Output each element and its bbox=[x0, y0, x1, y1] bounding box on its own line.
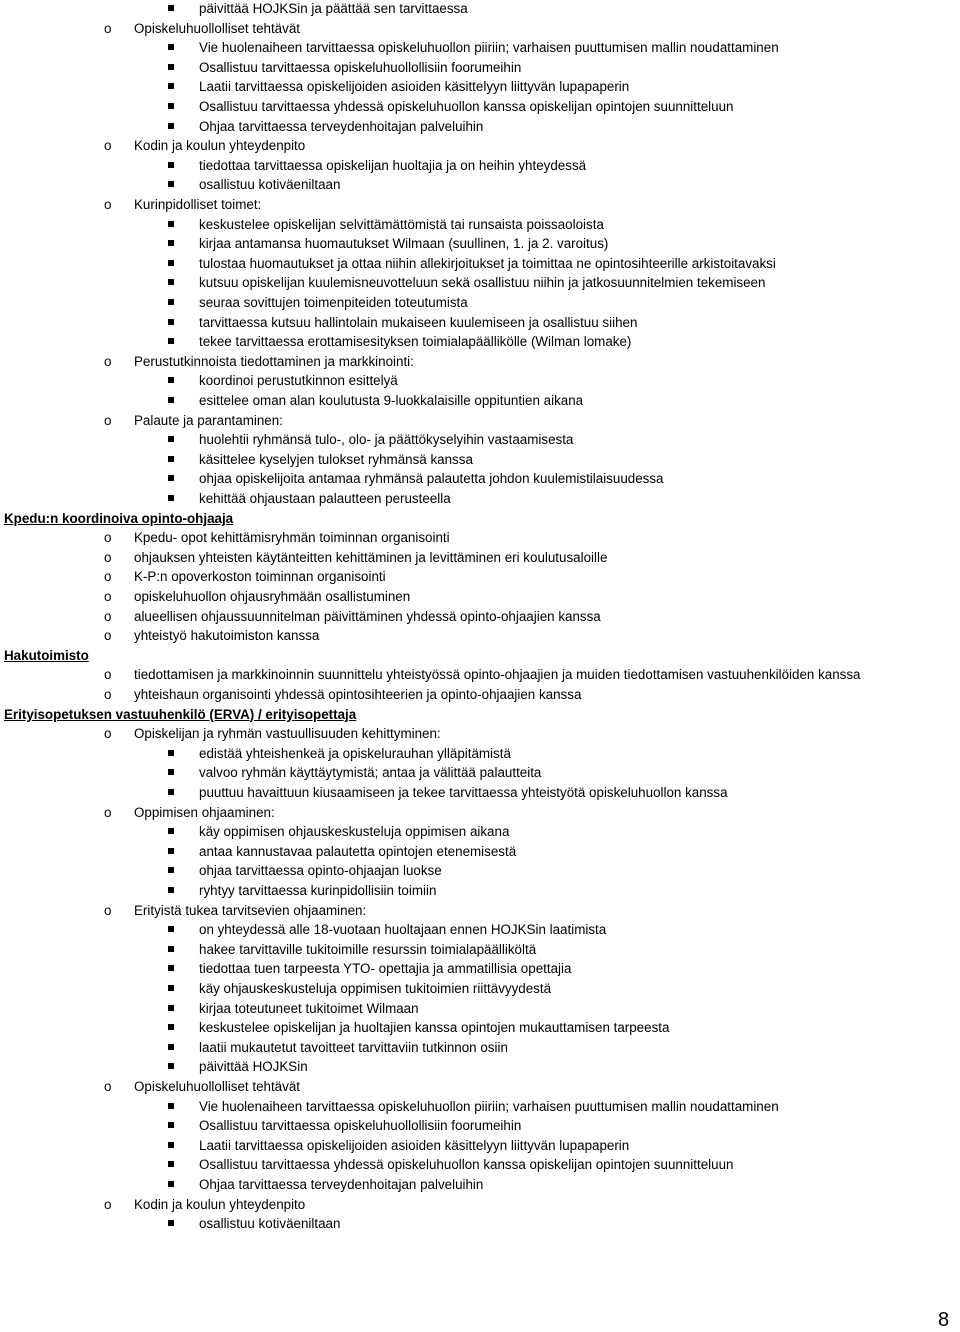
item-text: yhteistyö hakutoimiston kanssa bbox=[134, 628, 320, 644]
sub-list-item bbox=[168, 99, 733, 115]
square-bullet-icon bbox=[168, 315, 199, 331]
item-text: kirjaa toteutuneet tukitoimet Wilmaan bbox=[199, 1000, 419, 1016]
circle-bullet-icon: o bbox=[104, 902, 112, 918]
item-text: opiskeluhuollon ohjausryhmään osallistuminen bbox=[134, 589, 411, 604]
sub-list-item bbox=[168, 295, 468, 311]
circle-bullet-icon: o bbox=[104, 20, 112, 36]
square-bullet-icon bbox=[168, 373, 199, 389]
square-bullet-icon bbox=[168, 1059, 199, 1075]
sub-list-item bbox=[168, 60, 521, 76]
sub-list-item bbox=[168, 452, 473, 468]
square-bullet-icon bbox=[168, 295, 199, 311]
sub-list-item bbox=[168, 491, 451, 507]
section-heading: Hakutoimisto bbox=[4, 647, 89, 663]
item-text: Laatii tarvittaessa opiskelijoiden asioiden käsittelyyn liittyvän lupapaperin bbox=[199, 79, 630, 95]
sub-list-item bbox=[168, 256, 776, 272]
sub-list-item bbox=[168, 1059, 308, 1075]
list-item bbox=[104, 197, 261, 213]
square-bullet-icon bbox=[168, 471, 199, 487]
square-bullet-icon bbox=[168, 60, 199, 76]
square-bullet-icon bbox=[168, 883, 199, 899]
sub-list-item bbox=[168, 1, 468, 17]
item-text: koordinoi perustutkinnon esittelyä bbox=[199, 373, 398, 389]
square-bullet-icon bbox=[168, 119, 199, 135]
item-text: käy ohjauskeskusteluja oppimisen tukitoimien riittävyydestä bbox=[199, 981, 552, 996]
item-text: keskustelee opiskelijan ja huoltajien kanssa opintojen mukauttamisen tarpeesta bbox=[199, 1020, 670, 1036]
square-bullet-icon bbox=[168, 177, 199, 193]
square-bullet-icon bbox=[168, 432, 199, 448]
item-text: Erityistä tukea tarvitsevien ohjaaminen: bbox=[134, 902, 367, 918]
sub-list-item bbox=[168, 158, 586, 174]
square-bullet-icon bbox=[168, 491, 199, 507]
item-text: Ohjaa tarvittaessa terveydenhoitajan palveluihin bbox=[199, 118, 484, 134]
item-text: Kodin ja koulun yhteydenpito bbox=[134, 138, 306, 154]
item-text: tekee tarvittaessa erottamisesityksen toimialapäällikölle (Wilman lomake) bbox=[199, 334, 632, 350]
item-text: on yhteydessä alle 18-vuotaan huoltajaan ennen HOJKSin laatimista bbox=[199, 922, 607, 938]
square-bullet-icon bbox=[168, 746, 199, 762]
list-item bbox=[104, 138, 305, 154]
item-text: Osallistuu tarvittaessa opiskeluhuollollisiin foorumeihin bbox=[199, 59, 522, 75]
page-number: 8 bbox=[938, 1309, 950, 1331]
sub-list-item bbox=[168, 824, 509, 840]
list-item bbox=[104, 687, 581, 703]
sub-list-item bbox=[168, 315, 637, 331]
item-text: tiedottamisen ja markkinoinnin suunnittelu yhteistyössä opinto-ohjaajien ja muiden tiedottamisen vastuuhenkilöiden kanssa bbox=[134, 667, 861, 683]
square-bullet-icon bbox=[168, 824, 199, 840]
item-text: keskustelee opiskelijan selvittämättömistä tai runsaista poissaoloista bbox=[199, 216, 604, 232]
sub-list-item bbox=[168, 746, 511, 762]
square-bullet-icon bbox=[168, 1099, 199, 1115]
square-bullet-icon bbox=[168, 79, 199, 95]
sub-list-item bbox=[168, 1118, 521, 1134]
circle-bullet-icon: o bbox=[104, 197, 112, 212]
square-bullet-icon bbox=[168, 40, 199, 56]
circle-bullet-icon: o bbox=[104, 549, 112, 565]
list-item bbox=[104, 609, 601, 625]
sub-list-item bbox=[168, 981, 551, 997]
sub-list-item bbox=[168, 393, 583, 409]
square-bullet-icon bbox=[168, 158, 199, 174]
item-text: käy oppimisen ohjauskeskusteluja oppimisen aikana bbox=[199, 824, 510, 840]
item-text: yhteishaun organisointi yhdessä opintosihteerien ja opinto-ohjaajien kanssa bbox=[134, 687, 582, 702]
item-text: esittelee oman alan koulutusta 9-luokkalaisille oppituntien aikana bbox=[199, 393, 584, 408]
sub-list-item bbox=[168, 844, 516, 860]
item-text: osallistuu kotiväeniltaan bbox=[199, 177, 341, 193]
item-text: Laatii tarvittaessa opiskelijoiden asioiden käsittelyyn liittyvän lupapaperin bbox=[199, 1137, 630, 1153]
item-text: puuttuu havaittuun kiusaamiseen ja tekee tarvittaessa yhteistyötä opiskeluhuollon kanssa bbox=[199, 785, 728, 800]
item-text: K-P:n opoverkoston toiminnan organisointi bbox=[134, 569, 386, 585]
square-bullet-icon bbox=[168, 1001, 199, 1017]
item-text: hakee tarvittaville tukitoimille resurssin toimialapäälliköltä bbox=[199, 941, 537, 957]
sub-list-item bbox=[168, 785, 728, 801]
sub-list-item bbox=[168, 883, 436, 899]
square-bullet-icon bbox=[168, 256, 199, 272]
item-text: Perustutkinnoista tiedottaminen ja markkinointi: bbox=[134, 353, 414, 369]
list-item bbox=[104, 354, 414, 370]
section-heading: Erityisopetuksen vastuuhenkilö (ERVA) / erityisopettaja bbox=[4, 706, 357, 722]
square-bullet-icon bbox=[168, 452, 199, 468]
square-bullet-icon bbox=[168, 1157, 199, 1173]
item-text: Osallistuu tarvittaessa opiskeluhuollollisiin foorumeihin bbox=[199, 1118, 522, 1134]
square-bullet-icon bbox=[168, 1177, 199, 1193]
item-text: Osallistuu tarvittaessa yhdessä opiskeluhuollon kanssa opiskelijan opintojen suunnitteluun bbox=[199, 99, 734, 114]
sub-list-item bbox=[168, 177, 340, 193]
item-text: valvoo ryhmän käyttäytymistä; antaa ja välittää palautteita bbox=[199, 765, 542, 781]
item-text: Kodin ja koulun yhteydenpito bbox=[134, 1196, 306, 1212]
square-bullet-icon bbox=[168, 334, 199, 350]
square-bullet-icon bbox=[168, 981, 199, 997]
square-bullet-icon bbox=[168, 1138, 199, 1154]
square-bullet-icon bbox=[168, 1, 199, 17]
item-text: tulostaa huomautukset ja ottaa niihin allekirjoitukset ja toimittaa ne opintosihteerille arkistoitavaksi bbox=[199, 255, 776, 271]
list-item bbox=[104, 1079, 300, 1095]
list-item bbox=[104, 589, 410, 605]
item-text: Opiskeluhuollolliset tehtävät bbox=[134, 1079, 300, 1094]
item-text: ohjauksen yhteisten käytänteitten kehittäminen ja levittäminen eri koulutusaloille bbox=[134, 549, 608, 565]
item-text: edistää yhteishenkeä ja opiskelurauhan ylläpitämistä bbox=[199, 745, 511, 761]
item-text: Oppimisen ohjaaminen: bbox=[134, 804, 275, 820]
sub-list-item bbox=[168, 1040, 508, 1056]
circle-bullet-icon: o bbox=[104, 1196, 112, 1212]
item-text: käsittelee kyselyjen tulokset ryhmänsä kanssa bbox=[199, 451, 473, 467]
sub-list-item bbox=[168, 1001, 419, 1017]
circle-bullet-icon: o bbox=[104, 804, 112, 820]
square-bullet-icon bbox=[168, 1216, 199, 1232]
circle-bullet-icon: o bbox=[104, 138, 112, 154]
item-text: alueellisen ohjaussuunnitelman päivittäminen yhdessä opinto-ohjaajien kanssa bbox=[134, 608, 601, 624]
sub-list-item bbox=[168, 432, 573, 448]
square-bullet-icon bbox=[168, 922, 199, 938]
item-text: kehittää ohjaustaan palautteen perusteella bbox=[199, 491, 451, 506]
item-text: tiedottaa tuen tarpeesta YTO- opettajia ja ammatillisia opettajia bbox=[199, 961, 572, 977]
sub-list-item bbox=[168, 1157, 733, 1173]
list-item bbox=[104, 1197, 305, 1213]
item-text: laatii mukautetut tavoitteet tarvittaviin tutkinnon osiin bbox=[199, 1039, 508, 1055]
sub-list-item bbox=[168, 275, 765, 291]
square-bullet-icon bbox=[168, 1118, 199, 1134]
list-item bbox=[104, 569, 386, 585]
list-item bbox=[104, 413, 283, 429]
sub-list-item bbox=[168, 471, 664, 487]
sub-list-item bbox=[168, 236, 608, 252]
sub-list-item bbox=[168, 942, 536, 958]
sub-list-item bbox=[168, 863, 442, 879]
circle-bullet-icon: o bbox=[104, 667, 112, 683]
sub-list-item bbox=[168, 1177, 483, 1193]
sub-list-item bbox=[168, 217, 604, 233]
circle-bullet-icon: o bbox=[104, 589, 112, 604]
item-text: kutsuu opiskelijan kuulemisneuvotteluun sekä osallistuu niihin ja jatkosuunnitelmien tekemiseen bbox=[199, 275, 766, 291]
circle-bullet-icon: o bbox=[104, 726, 112, 742]
item-text: Opiskeluhuollolliset tehtävät bbox=[134, 20, 300, 36]
list-item bbox=[104, 726, 441, 742]
item-text: Vie huolenaiheen tarvittaessa opiskeluhuollon piiriin; varhaisen puuttumisen mallin noudattaminen bbox=[199, 40, 779, 56]
item-text: päivittää HOJKSin bbox=[199, 1059, 308, 1075]
list-item bbox=[104, 530, 450, 546]
item-text: kirjaa antamansa huomautukset Wilmaan (suullinen, 1. ja 2. varoitus) bbox=[199, 236, 609, 252]
sub-list-item bbox=[168, 961, 571, 977]
item-text: Osallistuu tarvittaessa yhdessä opiskeluhuollon kanssa opiskelijan opintojen suunnitteluun bbox=[199, 1157, 734, 1173]
item-text: Palaute ja parantaminen: bbox=[134, 412, 283, 428]
sub-list-item bbox=[168, 40, 779, 56]
sub-list-item bbox=[168, 1020, 669, 1036]
circle-bullet-icon: o bbox=[104, 412, 112, 428]
item-text: seuraa sovittujen toimenpiteiden toteutumista bbox=[199, 295, 468, 310]
sub-list-item bbox=[168, 119, 483, 135]
square-bullet-icon bbox=[168, 236, 199, 252]
item-text: Kurinpidolliset toimet: bbox=[134, 197, 262, 212]
circle-bullet-icon: o bbox=[104, 608, 112, 624]
item-text: Vie huolenaiheen tarvittaessa opiskeluhuollon piiriin; varhaisen puuttumisen mallin noudattaminen bbox=[199, 1098, 779, 1114]
list-item bbox=[104, 628, 319, 644]
square-bullet-icon bbox=[168, 844, 199, 860]
list-item bbox=[104, 550, 607, 566]
square-bullet-icon bbox=[168, 217, 199, 233]
item-text: Ohjaa tarvittaessa terveydenhoitajan palveluihin bbox=[199, 1177, 484, 1192]
item-text: Opiskelijan ja ryhmän vastuullisuuden kehittyminen: bbox=[134, 726, 441, 742]
item-text: huolehtii ryhmänsä tulo-, olo- ja päättökyselyihin vastaamisesta bbox=[199, 432, 574, 448]
square-bullet-icon bbox=[168, 863, 199, 879]
section-heading: Kpedu:n koordinoiva opinto-ohjaaja bbox=[4, 510, 234, 526]
sub-list-item bbox=[168, 79, 629, 95]
square-bullet-icon bbox=[168, 275, 199, 291]
list-item bbox=[104, 21, 300, 37]
list-item bbox=[104, 903, 366, 919]
list-item bbox=[104, 805, 275, 821]
sub-list-item bbox=[168, 373, 398, 389]
circle-bullet-icon: o bbox=[104, 1079, 112, 1094]
list-item bbox=[104, 667, 861, 683]
square-bullet-icon bbox=[168, 99, 199, 115]
circle-bullet-icon: o bbox=[104, 687, 112, 702]
item-text: ryhtyy tarvittaessa kurinpidollisiin toimiin bbox=[199, 883, 437, 898]
item-text: osallistuu kotiväeniltaan bbox=[199, 1216, 341, 1232]
circle-bullet-icon: o bbox=[104, 530, 112, 546]
square-bullet-icon bbox=[168, 785, 199, 801]
item-text: tiedottaa tarvittaessa opiskelijan huoltajia ja on heihin yhteydessä bbox=[199, 157, 587, 173]
sub-list-item bbox=[168, 1216, 340, 1232]
circle-bullet-icon: o bbox=[104, 569, 112, 585]
item-text: Kpedu- opot kehittämisryhmän toiminnan organisointi bbox=[134, 530, 450, 546]
square-bullet-icon bbox=[168, 765, 199, 781]
square-bullet-icon bbox=[168, 942, 199, 958]
item-text: ohjaa opiskelijoita antamaa ryhmänsä palautetta johdon kuulemistilaisuudessa bbox=[199, 471, 664, 487]
sub-list-item bbox=[168, 1099, 779, 1115]
sub-list-item bbox=[168, 1138, 629, 1154]
square-bullet-icon bbox=[168, 961, 199, 977]
sub-list-item bbox=[168, 334, 631, 350]
item-text: ohjaa tarvittaessa opinto-ohjaajan luokse bbox=[199, 863, 442, 879]
square-bullet-icon bbox=[168, 1020, 199, 1036]
item-text: antaa kannustavaa palautetta opintojen etenemisestä bbox=[199, 843, 517, 859]
item-text: tarvittaessa kutsuu hallintolain mukaiseen kuulemiseen ja osallistuu siihen bbox=[199, 314, 638, 330]
circle-bullet-icon: o bbox=[104, 628, 112, 644]
circle-bullet-icon: o bbox=[104, 353, 112, 369]
sub-list-item bbox=[168, 765, 541, 781]
sub-list-item bbox=[168, 922, 606, 938]
item-text: päivittää HOJKSin ja päättää sen tarvittaessa bbox=[199, 1, 468, 16]
square-bullet-icon bbox=[168, 1040, 199, 1056]
square-bullet-icon bbox=[168, 393, 199, 409]
